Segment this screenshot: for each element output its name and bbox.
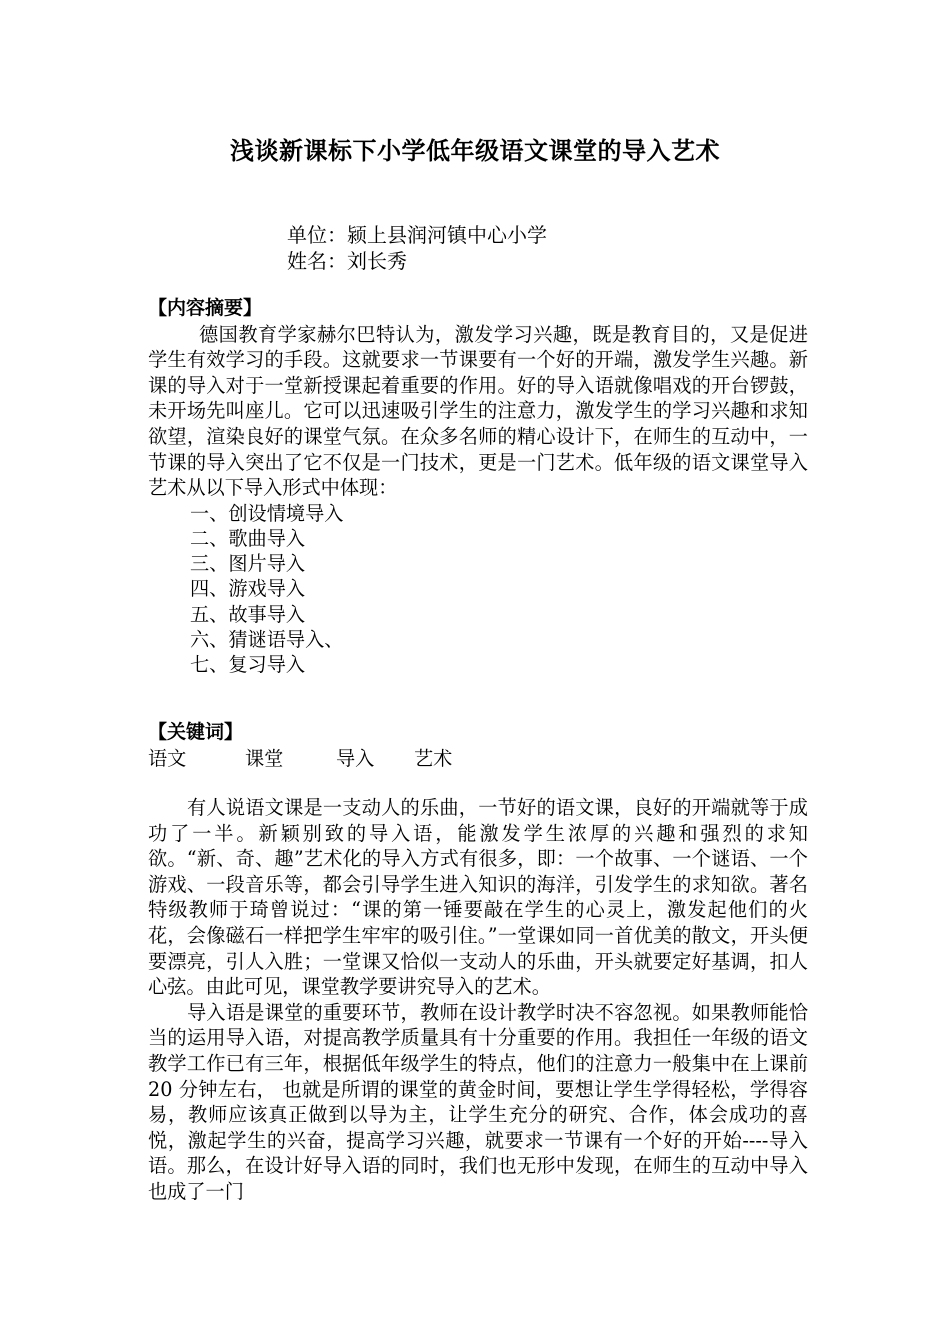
author-info [287,222,547,274]
keyword: 语文 [148,746,187,770]
list-item: 四、游戏导入 [190,577,306,601]
keywords-list [148,746,808,772]
document-title: 浅谈新课标下小学低年级语文课堂的导入艺术 [230,137,720,165]
abstract-heading: 【内容摘要】 [148,297,263,319]
list-item: 三、图片导入 [190,552,306,576]
list-item: 二、歌曲导入 [190,526,306,550]
keyword: 导入 [336,746,375,770]
body-paragraph: 导入语是课堂的重要环节，教师在设计教学时决不容忽视。如果教师能恰当的运用导入语，对提高教学质量具有十分重要的作用。我担任一年级的语文教学工作已有三年，根据低年级学生的特点，他们的注意力一般集中在上课前 20 分钟左右， 也就是所谓的课堂的黄金时间，要想让学生学得轻松，学得容易，教师应该真正做到以导为主，让学生充分的研究、合作，体会成功的喜悦，激起学生的兴奋，提高学习兴趣，就要求一节课有一个好的开始----导入语。那么，在设计好导入语的同时，我们也无形中发现，在师生的互动中导入也成了一门 [148,1000,808,1203]
keyword: 课堂 [245,746,284,770]
abstract-section [148,296,808,677]
list-item: 七、复习导入 [190,652,306,676]
list-item: 五、故事导入 [190,602,306,626]
list-item: 六、猜谜语导入、 [190,627,344,651]
keywords-section [148,720,808,771]
body-paragraph: 有人说语文课是一支动人的乐曲，一节好的语文课，良好的开端就等于成功了一半。新颖别致的导入语，能激发学生浓厚的兴趣和强烈的求知欲。“新、奇、趣”艺术化的导入方式有很多，即：一个故事、一个谜语、一个游戏、一段音乐等，都会引导学生进入知识的海洋，引发学生的求知欲。著名特级教师于琦曾说过：“课的第一锤要敲在学生的心灵上，激发起他们的火花，会像磁石一样把学生牢牢的吸引住。”一堂课如同一首优美的散文，开头便要漂亮，引人入胜；一堂课又恰似一支动人的乐曲，开头就要定好基调，扣人心弦。由此可见，课堂教学要讲究导入的艺术。 [148,796,808,999]
author-line: 姓名：刘长秀 [287,249,407,273]
list-item: 一、创设情境导入 [190,501,344,525]
abstract-text: 德国教育学家赫尔巴特认为，激发学习兴趣，既是教育目的，又是促进学生有效学习的手段。这就要求一节课要有一个好的开端，激发学生兴趣。新课的导入对于一堂新授课起着重要的作用。好的导入语就像唱戏的开台锣鼓，未开场先叫座儿。它可以迅速吸引学生的注意力，激发学生的学习兴趣和求知欲望，渲染良好的课堂气氛。在众多名师的精心设计下，在师生的互动中，一节课的导入突出了它不仅是一门技术，更是一门艺术。低年级的语文课堂导入艺术从以下导入形式中体现： [148,322,808,500]
keyword: 艺术 [414,746,453,770]
body-section [148,795,808,1205]
unit-line: 单位：颍上县润河镇中心小学 [287,223,547,247]
keywords-heading: 【关键词】 [148,721,244,743]
abstract-list [148,501,808,677]
